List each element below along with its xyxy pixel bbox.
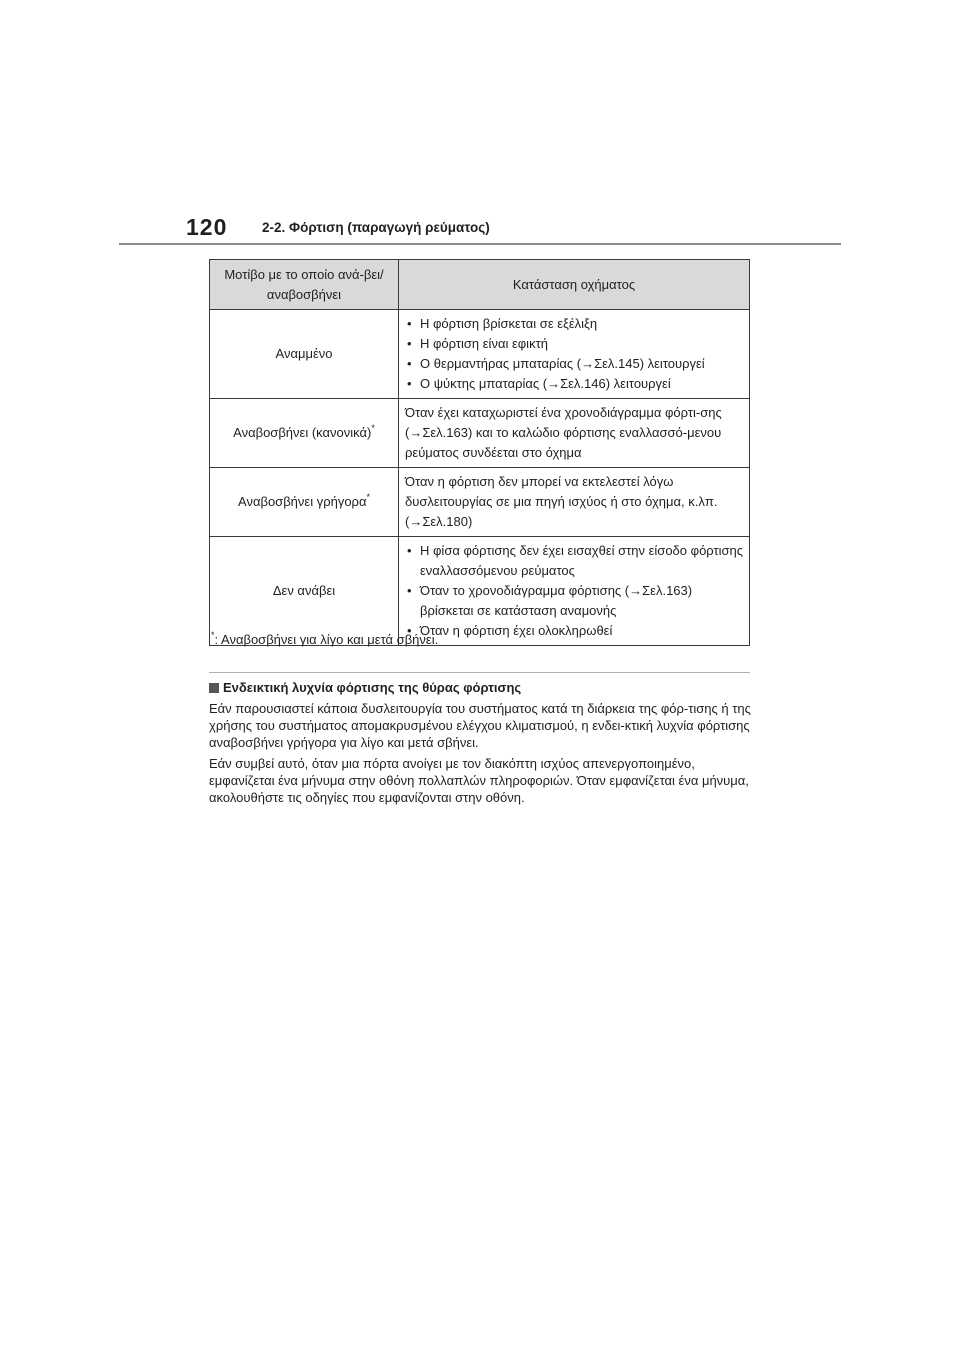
footnote [211, 632, 438, 647]
list-item: • Ο θερμαντήρας μπαταρίας (→Σελ.145) λειτουργεί [405, 354, 747, 374]
list-item: • Η φίσα φόρτισης δεν έχει εισαχθεί στην είσοδο φόρτισης εναλλασσόμενου ρεύματος [405, 541, 747, 581]
table-header-pattern: Μοτίβο με το οποίο ανά-βει/αναβοσβήνει [210, 260, 399, 310]
list-item: • Η φόρτιση είναι εφικτή [405, 334, 747, 354]
list-item: • Όταν η φόρτιση έχει ολοκληρωθεί [405, 621, 747, 641]
table-row [210, 399, 750, 468]
section-divider [209, 672, 750, 673]
footnote-text: : Αναβοσβήνει για λίγο και μετά σβήνει. [214, 632, 439, 647]
table-header-status: Κατάσταση οχήματος [399, 260, 750, 310]
table-cell-pattern [210, 310, 399, 399]
paragraph: Εάν παρουσιαστεί κάποια δυσλειτουργία του συστήματος κατά τη διάρκεια της φόρ-τισης ή της χρήσης του συστήματος απομακρυσμένου ελέγχου κλιματισμού, η ενδει-κτική λυχνία φόρτισης αναβοσβήνει γρήγορα για λίγο και μετά σβήνει. [209, 701, 751, 750]
page-number: 120 [186, 214, 228, 240]
table-row [210, 468, 750, 537]
paragraph: Εάν συμβεί αυτό, όταν μια πόρτα ανοίγει με τον διακόπτη ισχύος απενεργοποιημένο, εμφανίζεται ένα μήνυμα στην οθόνη πολλαπλών πληροφοριών. Όταν εμφανίζεται ένα μήνυμα, ακολουθήστε τις οδηγίες που εμφανίζονται στην οθόνη. [209, 756, 749, 805]
section-heading [209, 680, 521, 695]
square-bullet-icon [209, 683, 219, 693]
list-item: • Όταν το χρονοδιάγραμμα φόρτισης (→Σελ.163) βρίσκεται σε κατάσταση αναμονής [405, 581, 747, 621]
section-title: 2-2. Φόρτιση (παραγωγή ρεύματος) [262, 220, 490, 235]
footnote-mark: * [366, 492, 370, 502]
pattern-label: Δεν ανάβει [272, 583, 336, 598]
status-bullet-list [405, 314, 747, 394]
footnote-mark: * [371, 423, 375, 433]
list-item: • Ο ψύκτης μπαταρίας (→Σελ.146) λειτουργεί [405, 374, 747, 394]
table-header-row [210, 260, 750, 310]
table-cell-status [399, 310, 750, 399]
footnote-mark: * [211, 630, 215, 640]
list-item: • Η φόρτιση βρίσκεται σε εξέλιξη [405, 314, 747, 334]
table-cell-pattern [210, 537, 399, 646]
table-cell-status [399, 537, 750, 646]
table-cell-status: Όταν έχει καταχωριστεί ένα χρονοδιάγραμμα φόρτι-σης (→Σελ.163) και το καλώδιο φόρτισης εναλλασσό-μενου ρεύματος συνδέεται στο όχημα [399, 399, 750, 468]
table-cell-status: Όταν η φόρτιση δεν μπορεί να εκτελεστεί λόγω δυσλειτουργίας σε μια πηγή ισχύος ή στο όχημα, κ.λπ. (→Σελ.180) [399, 468, 750, 537]
header-rule [119, 243, 841, 245]
pattern-label: Αναβοσβήνει (κανονικά) [233, 425, 372, 440]
table-cell-pattern [210, 468, 399, 537]
status-bullet-list [405, 541, 747, 641]
charging-indicator-table [209, 259, 750, 646]
table-cell-pattern [210, 399, 399, 468]
pattern-label: Αναβοσβήνει γρήγορα [238, 494, 367, 509]
table-row [210, 537, 750, 646]
table-row [210, 310, 750, 399]
section-heading-text: Ενδεικτική λυχνία φόρτισης της θύρας φόρτισης [223, 680, 522, 695]
pattern-label: Αναμμένο [275, 346, 333, 361]
